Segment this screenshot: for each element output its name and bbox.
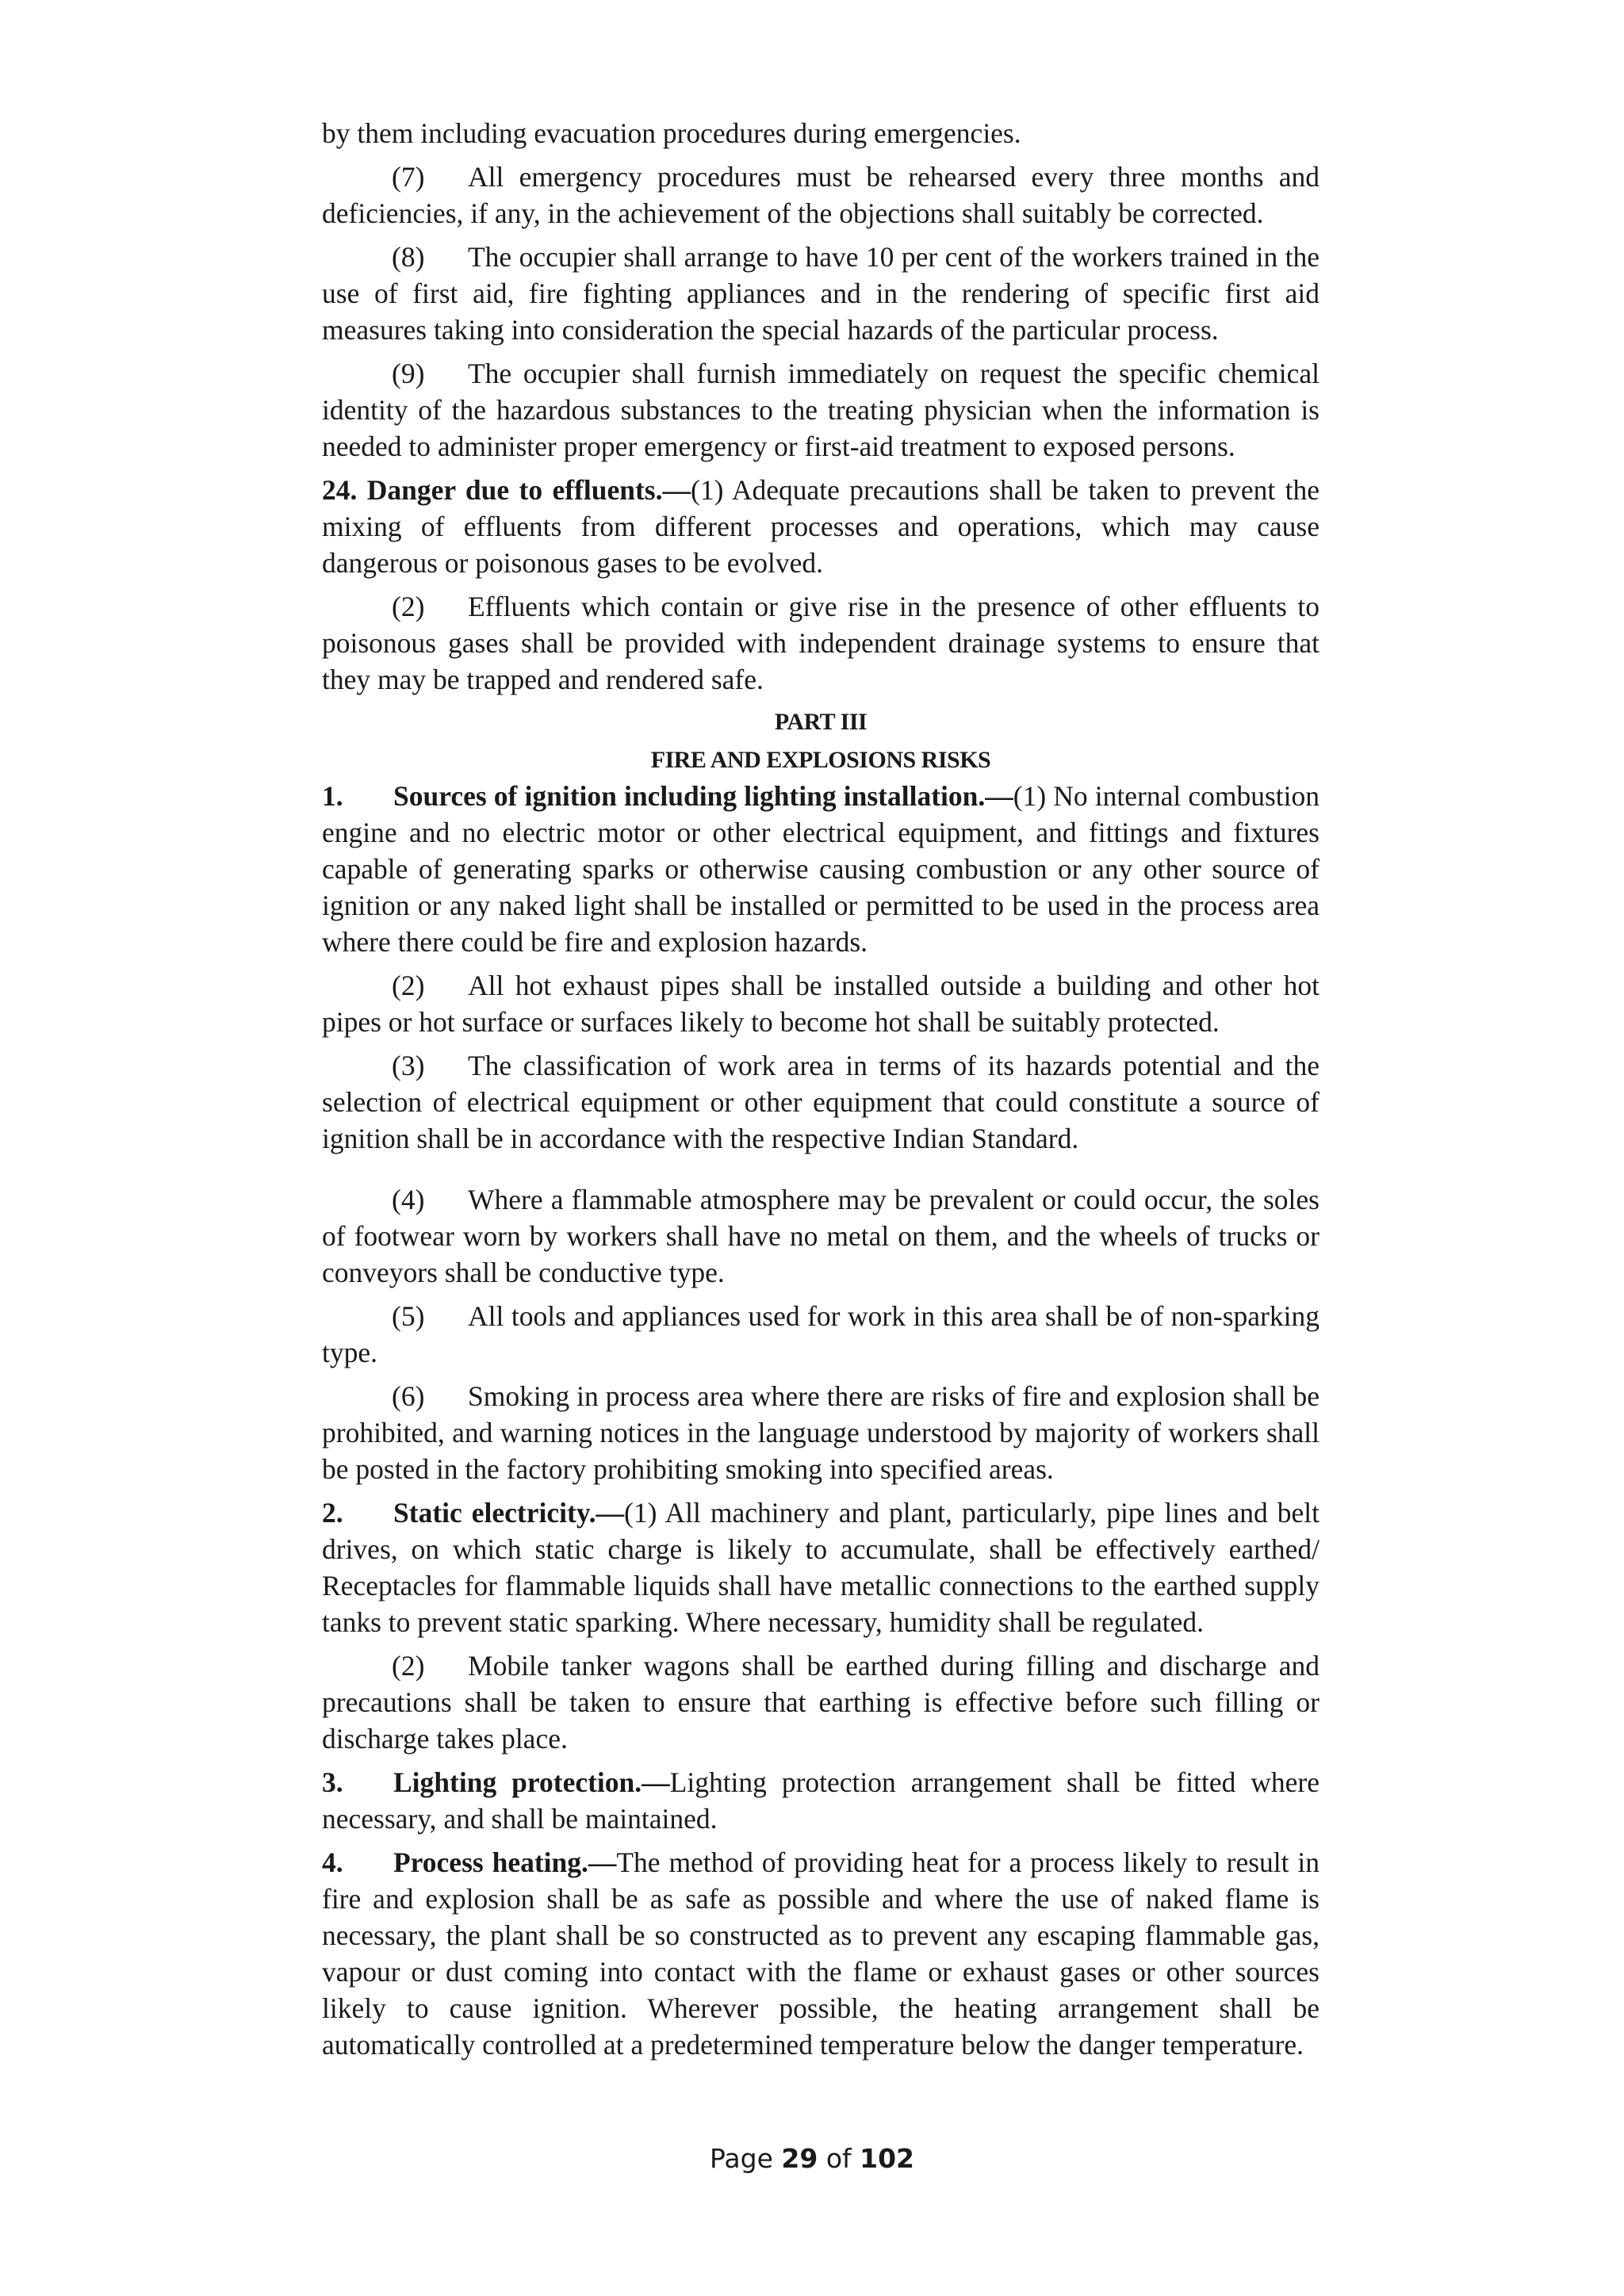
section-1-subsection-3	[322, 1047, 1320, 1157]
paragraph-text: All hot exhaust pipes shall be installed outside a building and other hot pipes or hot surface or surfaces likely to become hot shall be suitably protected.	[322, 970, 1320, 1038]
section-24-subsection-2	[322, 588, 1320, 698]
paragraph-continuation: by them including evacuation procedures during emergencies.	[322, 117, 1021, 149]
paragraph-text: The classification of work area in terms of its hazards potential and the selection of electrical equipment or other equipment that could constitute a source of ignition shall be in accordance with the respective Indian Standard.	[322, 1050, 1320, 1154]
paragraph-number: (2)	[392, 1650, 425, 1682]
section-3	[322, 1764, 1320, 1837]
paragraph-text: Where a flammable atmosphere may be prevalent or could occur, the soles of footwear worn by workers shall have no metal on them, and the wheels of trucks or conveyors shall be conductive type.	[322, 1184, 1320, 1288]
section-heading: Process heating.—	[393, 1846, 617, 1878]
section-1-subsection-6	[322, 1378, 1320, 1487]
paragraph-number: (6)	[392, 1380, 425, 1412]
section-heading: Lighting protection.—	[393, 1766, 670, 1798]
of-label: of	[825, 2143, 852, 2174]
section-text: The method of providing heat for a process likely to result in fire and explosion shall be as safe as possible and where the use of naked flame is necessary, the plant shall be so constructed as to prevent any escaping flammable gas, vapour or dust coming into contact with the flame or exhaust gases or other sources likely to cause ignition. Wherever possible, the heating arrangement shall be automatically controlled at a predetermined temperature below the danger temperature.	[322, 1846, 1320, 2061]
paragraph-text: Mobile tanker wagons shall be earthed during filling and discharge and precautions shall be taken to ensure that earthing is effective before such filling or discharge takes place.	[322, 1650, 1320, 1755]
paragraph-number: (7)	[392, 161, 425, 193]
total-pages: 102	[860, 2143, 915, 2174]
paragraph-number: (4)	[392, 1184, 425, 1215]
section-1-subsection-5	[322, 1298, 1320, 1371]
section-text: Lighting protection arrangement shall be fitted where necessary, and shall be maintained.	[322, 1766, 1320, 1835]
paragraph-text: All emergency procedures must be rehearsed every three months and deficiencies, if any, in the achievement of the objections shall suitably be corrected.	[322, 161, 1320, 229]
part-title: PART III	[774, 709, 868, 735]
paragraph-text: Effluents which contain or give rise in the presence of other effluents to poisonous gases shall be provided with independent drainage systems to ensure that they may be trapped and rendered safe.	[322, 591, 1320, 695]
section-2	[322, 1494, 1320, 1640]
spacer	[322, 1164, 1320, 1181]
section-1-subsection-4	[322, 1181, 1320, 1291]
section-24	[322, 472, 1320, 581]
section-heading: Sources of ignition including lighting installation.—	[393, 780, 1013, 812]
section-text: (1) Adequate precautions shall be taken to prevent the mixing of effluents from different processes and operations, which may cause dangerous or poisonous gases to be evolved.	[322, 474, 1320, 579]
section-1-subsection-2	[322, 967, 1320, 1040]
section-text: (1) No internal combustion engine and no electric motor or other electrical equipment, and fittings and fixtures capable of generating sparks or otherwise causing combustion or any other source of ignition or any naked light shall be installed or permitted to be used in the process area where there could be fire and explosion hazards.	[322, 780, 1320, 958]
section-1	[322, 778, 1320, 960]
section-heading: Static electricity.—	[393, 1497, 624, 1529]
page-number: 29	[781, 2143, 818, 2174]
part-subtitle: FIRE AND EXPLOSIONS RISKS	[650, 747, 991, 773]
paragraph-text: The occupier shall arrange to have 10 per cent of the workers trained in the use of first aid, fire fighting appliances and in the rendering of specific first aid measures taking into consideration the special hazards of the particular process.	[322, 241, 1320, 346]
page-footer	[0, 2143, 1624, 2174]
section-text: (1) All machinery and plant, particularly, pipe lines and belt drives, on which static charge is likely to accumulate, shall be effectively earthed/ Receptacles for flammable liquids shall have metallic connections to the earthed supply tanks to prevent static sparking. Where necessary, humidity shall be regulated.	[322, 1497, 1320, 1638]
paragraph-text: Smoking in process area where there are risks of fire and explosion shall be prohibited, and warning notices in the language understood by majority of workers shall be posted in the factory prohibiting smoking into specified areas.	[322, 1380, 1320, 1485]
section-number: 3.	[322, 1766, 343, 1798]
paragraph-text: All tools and appliances used for work in this area shall be of non-sparking type.	[322, 1300, 1320, 1368]
paragraph-number: (9)	[392, 358, 425, 389]
paragraph-7	[322, 159, 1320, 232]
paragraph-number: (8)	[392, 241, 425, 273]
section-number: 1.	[322, 780, 343, 812]
paragraph-number: (3)	[392, 1050, 425, 1081]
paragraph-number: (2)	[392, 591, 425, 622]
document-body	[322, 115, 1320, 2070]
paragraph-number: (5)	[392, 1300, 425, 1332]
paragraph-number: (2)	[392, 970, 425, 1001]
section-number: 2.	[322, 1497, 343, 1529]
page-label: Page	[709, 2143, 773, 2174]
paragraph-9	[322, 355, 1320, 465]
section-4	[322, 1844, 1320, 2063]
paragraph-text: The occupier shall furnish immediately on request the specific chemical identity of the hazardous substances to the treating physician when the information is needed to administer proper emergency or first-aid treatment to exposed persons.	[322, 358, 1320, 462]
section-2-subsection-2	[322, 1647, 1320, 1757]
paragraph-8	[322, 239, 1320, 348]
section-heading: 24. Danger due to effluents.—	[322, 474, 691, 506]
section-number: 4.	[322, 1846, 343, 1878]
